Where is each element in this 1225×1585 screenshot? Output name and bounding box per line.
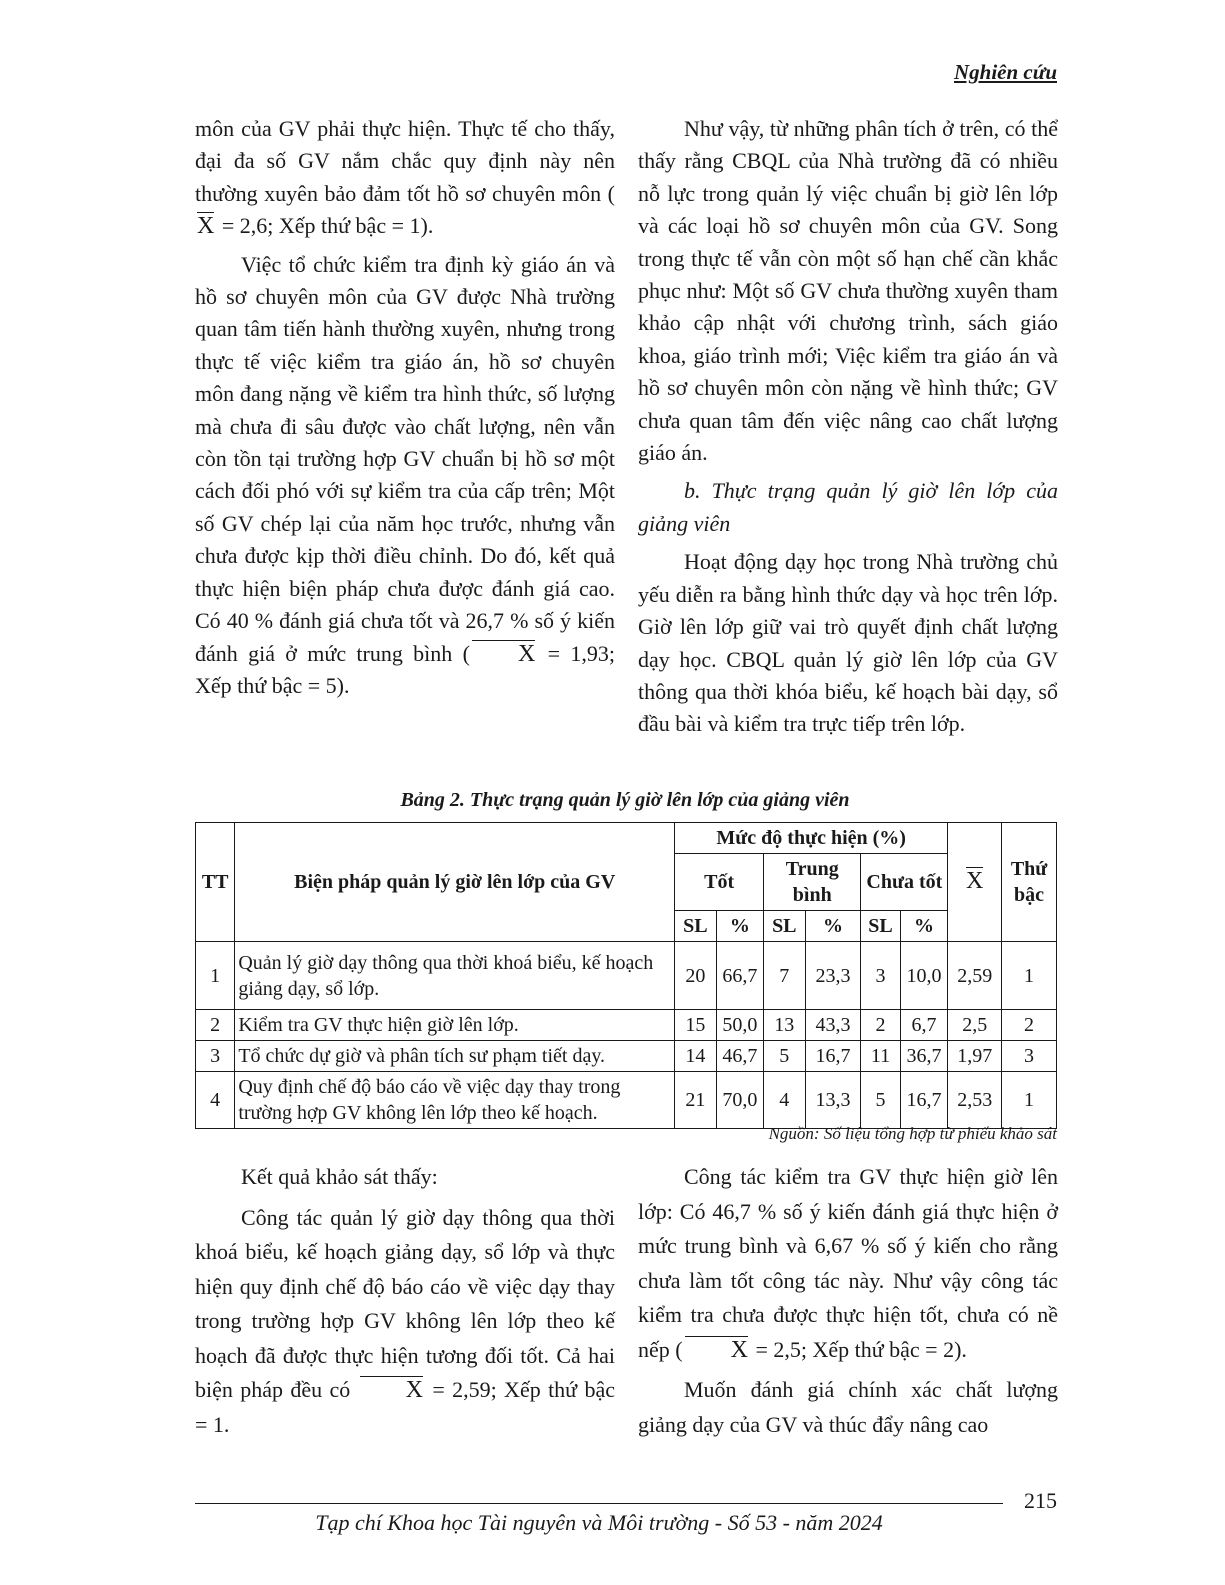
cell-pct: 16,7 (900, 1072, 948, 1129)
cell-pct: 23,3 (805, 942, 861, 1010)
paragraph-text: = 2,5; Xếp thứ bậc = 2). (749, 1336, 967, 1362)
mean-symbol: X (358, 1378, 425, 1402)
cell-pct: 70,0 (716, 1072, 764, 1129)
paragraph (638, 1160, 1058, 1367)
header-pct: % (805, 911, 861, 942)
cell-pct: 50,0 (716, 1010, 764, 1041)
mean-symbol: X (683, 1338, 750, 1362)
header-level: Mức độ thực hiện (%) (675, 823, 948, 854)
cell-pct: 46,7 (716, 1041, 764, 1072)
cell-measure: Quy định chế độ báo cáo về việc dạy thay trong trường hợp GV không lên lớp theo kế hoạch. (235, 1072, 675, 1129)
cell-mean: 2,59 (948, 942, 1002, 1010)
cell-sl: 4 (764, 1072, 805, 1129)
paragraph (195, 113, 615, 243)
header-average: Trung bình (764, 854, 861, 911)
table-row (196, 1010, 1057, 1041)
left-column (195, 113, 615, 708)
page-number: 215 (1024, 1488, 1057, 1513)
header-pct: % (716, 911, 764, 942)
section-header: Nghiên cứu (953, 60, 1057, 84)
paragraph-text: Công tác quản lý giờ dạy thông qua thời khoá biểu, kế hoạch giảng dạy, sổ lớp và thực hiện quy định chế độ báo cáo về việc dạy thay trong trường hợp GV không lên lớp theo kế hoạch đã được thực hiện tương đối tốt. Cả hai biện pháp đều có (195, 1204, 615, 1402)
cell-rank: 1 (1002, 1072, 1057, 1129)
cell-pct: 13,3 (805, 1072, 861, 1129)
cell-sl: 7 (764, 942, 805, 1010)
cell-pct: 10,0 (900, 942, 948, 1010)
header-rank: Thứ bậc (1002, 823, 1057, 942)
paragraph: Hoạt động dạy học trong Nhà trường chủ yếu diễn ra bằng hình thức dạy và học trên lớp. Giờ lên lớp giữ vai trò quyết định chất lượng dạy học. CBQL quản lý giờ lên lớp của GV thông qua thời khóa biểu, kế hoạch bài dạy, sổ đầu bài và kiểm tra trực tiếp trên lớp. (638, 549, 1058, 737)
paragraph: Như vậy, từ những phân tích ở trên, có thể thấy rằng CBQL của Nhà trường đã có nhiều nỗ lực trong quản lý việc chuẩn bị giờ lên lớp và các loại hồ sơ chuyên môn của GV. Song trong thực tế vẫn còn một số hạn chế cần khắc phục như: Một số GV chưa thường xuyên tham khảo cập nhật với chương trình, sách giáo khoa, giáo trình mới; Việc kiểm tra giáo án và hồ sơ chuyên môn còn nặng về hình thức; GV chưa quan tâm đến việc nâng cao chất lượng giáo án. (638, 116, 1058, 466)
cell-sl: 20 (675, 942, 716, 1010)
table-row (196, 1041, 1057, 1072)
header-pct: % (900, 911, 948, 942)
bottom-left-column (195, 1160, 615, 1448)
cell-pct: 43,3 (805, 1010, 861, 1041)
bottom-right-column (638, 1160, 1058, 1448)
cell-measure: Tổ chức dự giờ và phân tích sư phạm tiết dạy. (235, 1041, 675, 1072)
cell-sl: 2 (861, 1010, 900, 1041)
header-mean (948, 823, 1002, 942)
cell-mean: 1,97 (948, 1041, 1002, 1072)
table-caption: Bảng 2. Thực trạng quản lý giờ lên lớp của giảng viên (400, 789, 850, 811)
cell-sl: 5 (764, 1041, 805, 1072)
mean-symbol: X (966, 868, 984, 894)
cell-tt: 1 (196, 942, 235, 1010)
header-sl: SL (675, 911, 716, 942)
mean-symbol: X (470, 642, 537, 666)
cell-pct: 16,7 (805, 1041, 861, 1072)
cell-sl: 3 (861, 942, 900, 1010)
paragraph (195, 1201, 615, 1443)
cell-measure: Quản lý giờ dạy thông qua thời khoá biểu, kế hoạch giảng dạy, sổ lớp. (235, 942, 675, 1010)
cell-sl: 21 (675, 1072, 716, 1129)
subheading: b. Thực trạng quản lý giờ lên lớp của giảng viên (638, 478, 1058, 536)
cell-measure: Kiểm tra GV thực hiện giờ lên lớp. (235, 1010, 675, 1041)
cell-rank: 3 (1002, 1041, 1057, 1072)
cell-sl: 15 (675, 1010, 716, 1041)
cell-tt: 4 (196, 1072, 235, 1129)
cell-tt: 2 (196, 1010, 235, 1041)
cell-pct: 66,7 (716, 942, 764, 1010)
cell-pct: 6,7 (900, 1010, 948, 1041)
table-source: Nguồn: Số liệu tổng hợp từ phiếu khảo sát (768, 1124, 1057, 1143)
header-not-good: Chưa tốt (861, 854, 948, 911)
right-column (638, 113, 1058, 747)
data-table (195, 822, 1057, 1129)
cell-tt: 3 (196, 1041, 235, 1072)
paragraph-text: môn của GV phải thực hiện. Thực tế cho thấy, đại đa số GV nắm chắc quy định này nên thường xuyên bảo đảm tốt hồ sơ chuyên môn ( (195, 116, 615, 206)
paragraph-text: Công tác kiểm tra GV thực hiện giờ lên lớp: Có 46,7 % số ý kiến đánh giá thực hiện ở mức trung bình và 6,67 % số ý kiến cho rằng chưa làm tốt công tác này. Như vậy công tác kiểm tra chưa được thực hiện tốt, chưa có nề nếp ( (638, 1164, 1058, 1362)
cell-rank: 2 (1002, 1010, 1057, 1041)
table-row (196, 1072, 1057, 1129)
cell-mean: 2,5 (948, 1010, 1002, 1041)
header-measure: Biện pháp quản lý giờ lên lớp của GV (235, 823, 675, 942)
cell-sl: 14 (675, 1041, 716, 1072)
cell-mean: 2,53 (948, 1072, 1002, 1129)
cell-rank: 1 (1002, 942, 1057, 1010)
paragraph-text: = 1,93; Xếp thứ bậc = 5). (195, 640, 615, 698)
footer-divider (195, 1503, 1003, 1504)
header-good: Tốt (675, 854, 764, 911)
paragraph-text: = 2,6; Xếp thứ bậc = 1). (216, 213, 434, 239)
cell-sl: 13 (764, 1010, 805, 1041)
cell-sl: 11 (861, 1041, 900, 1072)
paragraph-text: Việc tổ chức kiểm tra định kỳ giáo án và hồ sơ chuyên môn của GV được Nhà trường quan tâm tiến hành thường xuyên, nhưng trong thực tế việc kiểm tra giáo án, hồ sơ chuyên môn đang nặng về kiểm tra hình thức, số lượng mà chưa đi sâu được vào chất lượng, nên vẫn còn tồn tại trường hợp GV chuẩn bị hồ sơ một cách đối phó với sự kiểm tra của cấp trên; Một số GV chép lại của năm học trước, nhưng vẫn chưa được kịp thời điều chỉnh. Do đó, kết quả thực hiện biện pháp chưa được đánh giá cao. Có 40 % đánh giá chưa tốt và 26,7 % số ý kiến đánh giá ở mức trung bình ( (195, 251, 615, 666)
cell-pct: 36,7 (900, 1041, 948, 1072)
paragraph-text: = 2,59; Xếp thứ bậc = 1. (195, 1377, 615, 1437)
header-tt: TT (196, 823, 235, 942)
header-sl: SL (861, 911, 900, 942)
paragraph (195, 249, 615, 703)
paragraph: Muốn đánh giá chính xác chất lượng giảng dạy của GV và thúc đẩy nâng cao (638, 1377, 1058, 1437)
table-row (196, 942, 1057, 1010)
cell-sl: 5 (861, 1072, 900, 1129)
journal-title: Tạp chí Khoa học Tài nguyên và Môi trường - Số 53 - năm 2024 (315, 1510, 883, 1535)
paragraph: Kết quả khảo sát thấy: (241, 1164, 438, 1189)
mean-symbol: X (197, 213, 215, 240)
header-sl: SL (764, 911, 805, 942)
